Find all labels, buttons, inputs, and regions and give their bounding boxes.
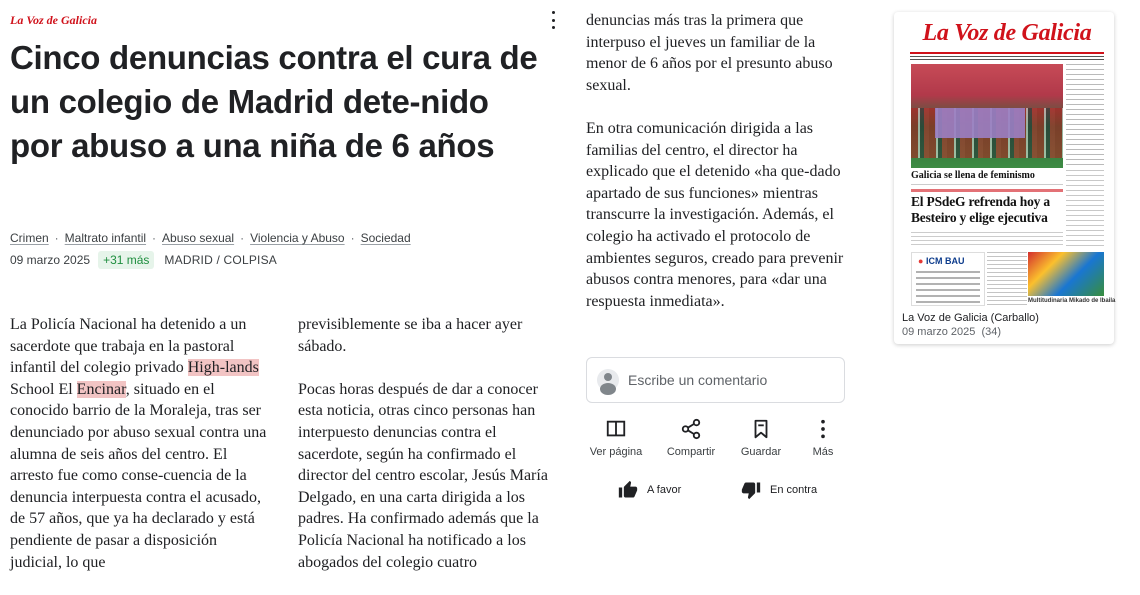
more-options-icon[interactable] <box>546 11 560 29</box>
tag-separator: · <box>240 231 245 245</box>
cover-text-block <box>987 252 1027 306</box>
article-headline: Cinco denuncias contra el cura de un colegio de Madrid dete-nido por abuso a una niña de 6 años <box>10 39 538 164</box>
edition-date: 09 marzo 2025 <box>902 326 976 338</box>
newspaper-cover[interactable] <box>910 20 1116 310</box>
thumbs-up-icon <box>618 480 638 500</box>
text-span: , situado en el conocido barrio de la Moraleja, tras ser denunciado por abuso sexual contra una alumna de seis años del centro. El arresto fue como conse-cuencia de la denuncia interpuesta contra el acusado, de 57 años, que ya ha declarado y está pendiente de pasar a disposición judicial, lo que <box>10 380 267 571</box>
edition-card[interactable] <box>894 12 1114 344</box>
cover-photo <box>911 64 1063 168</box>
more-vertical-icon <box>812 418 834 440</box>
tag-abuso-sexual[interactable]: Abuso sexual <box>162 231 235 245</box>
like-button[interactable] <box>618 480 681 500</box>
publisher-logo[interactable]: La Voz de Galicia <box>10 13 97 27</box>
highlighted-term[interactable]: Encinar <box>76 380 126 398</box>
cover-ad-logo: ● ICM BAU <box>918 256 965 266</box>
cover-photo-small <box>1028 252 1104 296</box>
cover-text-lines <box>911 232 1063 248</box>
text-span: School El <box>10 380 77 398</box>
dislike-button[interactable] <box>741 480 817 500</box>
tag-separator: · <box>350 231 355 245</box>
cover-ad-text <box>916 271 980 303</box>
cover-kicker <box>911 189 1063 192</box>
thumbs-down-icon <box>741 480 761 500</box>
save-button[interactable] <box>726 418 796 458</box>
like-label: A favor <box>647 484 682 496</box>
book-open-icon <box>605 418 627 440</box>
save-label: Guardar <box>740 446 782 458</box>
highlighted-term[interactable]: High-lands <box>187 359 259 377</box>
article-date: 09 marzo 2025 <box>10 253 91 267</box>
tag-sociedad[interactable]: Sociedad <box>360 231 411 245</box>
article-actions <box>586 418 846 458</box>
bookmark-icon <box>750 418 772 440</box>
text-span: La Policía Nacional ha detenido a un sacerdote que trabaja en la pastoral infantil del colegio privado <box>10 316 247 377</box>
comment-placeholder: Escribe un comentario <box>628 372 768 388</box>
view-page-label: Ver página <box>589 446 643 458</box>
tag-violencia-y-abuso[interactable]: Violencia y Abuso <box>250 231 345 245</box>
cover-headline: Galicia se llena de feminismo <box>911 170 1063 185</box>
share-icon <box>680 418 702 440</box>
cover-rule <box>910 52 1104 54</box>
article-column-2 <box>298 314 560 595</box>
tag-maltrato-infantil[interactable]: Maltrato infantil <box>64 231 147 245</box>
edition-title: La Voz de Galicia (Carballo) <box>902 312 1039 324</box>
edition-meta <box>902 326 1001 338</box>
article-meta <box>10 251 277 269</box>
cover-subrule <box>910 56 1104 60</box>
share-label: Compartir <box>666 446 716 458</box>
cover-main-headline: El PSdeG refrenda hoy a Besteiro y elige ejecutiva <box>911 194 1050 225</box>
avatar <box>597 369 619 391</box>
article-column-1 <box>10 314 272 595</box>
article-paragraph: En otra comunicación dirigida a las familias del centro, el director ha explicado que el detenido «ha que-dado apartado de sus funciones» mientras transcurre la investigación. Además, el colegio ha activado el protocolo de ambientes seguros, creado para prevenir abusos contra menores, para «dar una respuesta inmediata». <box>586 119 844 310</box>
comment-input[interactable] <box>586 357 845 403</box>
cover-masthead: La Voz de Galicia <box>922 20 1092 46</box>
share-button[interactable] <box>656 418 726 458</box>
more-button[interactable] <box>788 418 858 458</box>
cover-photo-banner <box>935 108 1025 138</box>
more-label: Más <box>812 446 834 458</box>
article-paragraph: Pocas horas después de dar a conocer esta noticia, otras cinco personas han interpuesto denuncias contra el sacerdote, según ha confirmado el director del centro escolar, Jesús María Delgado, en una carta dirigida a los padres. Ha confirmado además que la Policía Nacional ha notificado a los abogados del colegio cuatro <box>298 380 548 571</box>
cover-sidebar <box>1066 64 1104 168</box>
cover-sidebar <box>1066 170 1104 250</box>
more-tags-badge[interactable]: +31 más <box>98 251 154 269</box>
view-page-button[interactable] <box>581 418 651 458</box>
article-column-3 <box>586 10 848 334</box>
cover-caption: Multitudinaria Mikado de Ibaila <box>1028 298 1116 304</box>
tag-separator: · <box>54 231 59 245</box>
edition-pages: (34) <box>981 326 1002 338</box>
tag-separator: · <box>152 231 157 245</box>
article-tags <box>10 231 411 245</box>
article-source: MADRID / COLPISA <box>164 253 277 267</box>
dislike-label: En contra <box>770 484 818 496</box>
article-paragraph: denuncias más tras la primera que interpuso el jueves un familiar de la menor de 6 años por el presunto abuso sexual. <box>586 12 833 94</box>
tag-crimen[interactable]: Crimen <box>10 231 49 245</box>
article-paragraph <box>10 314 272 573</box>
article-paragraph: previsiblemente se iba a hacer ayer sábado. <box>298 316 523 355</box>
cover-ad <box>911 252 985 306</box>
